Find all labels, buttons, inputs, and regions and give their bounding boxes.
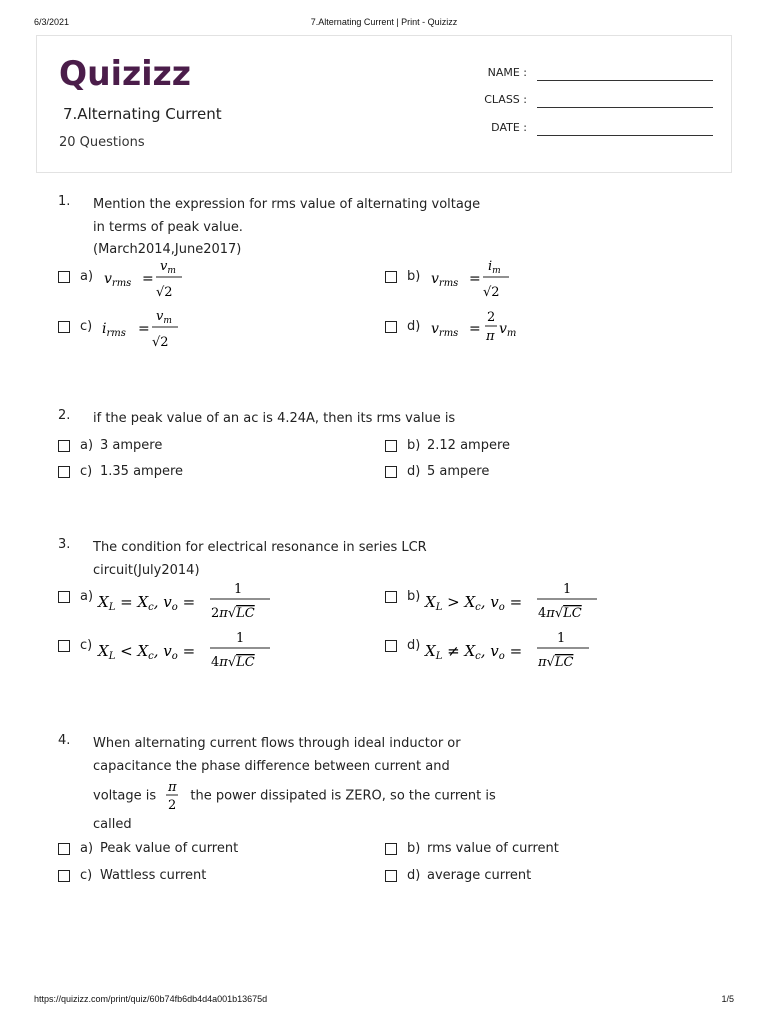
question-text xyxy=(93,408,593,431)
fraction-pi-over-2 xyxy=(162,778,184,814)
question-line: When alternating current flows through ideal inductor or xyxy=(93,736,461,751)
question-line: called xyxy=(93,817,132,832)
class-line[interactable] xyxy=(537,107,713,108)
svg-text:=: = xyxy=(138,321,150,337)
checkbox[interactable] xyxy=(385,591,397,603)
formula-xl-gt-xc-4pi xyxy=(425,583,615,627)
svg-text:2: 2 xyxy=(487,310,496,325)
question-text xyxy=(93,733,513,837)
question-fragment: voltage is xyxy=(93,788,157,804)
print-url: https://quizizz.com/print/quiz/60b74fb6db4d4a001b13675d xyxy=(34,994,268,1004)
option-letter: d) xyxy=(407,868,421,883)
svg-text:π: π xyxy=(486,329,495,344)
svg-text:4π√LC: 4π√LC xyxy=(538,606,582,621)
option-text: 3 ampere xyxy=(100,438,163,453)
class-label: CLASS : xyxy=(484,93,527,106)
option-letter: a) xyxy=(80,438,94,453)
option-text: Peak value of current xyxy=(100,841,239,856)
date-label: DATE : xyxy=(491,121,527,134)
svg-text:=: = xyxy=(469,271,481,287)
question-number: 2. xyxy=(58,408,71,423)
name-label: NAME : xyxy=(487,66,527,79)
question-count: 20 Questions xyxy=(59,135,145,150)
question-line: (March2014,June2017) xyxy=(93,242,242,257)
option-text: rms value of current xyxy=(427,841,559,856)
print-footer xyxy=(34,994,734,1008)
option-letter: b) xyxy=(407,841,421,856)
checkbox[interactable] xyxy=(58,843,70,855)
question-line: The condition for electrical resonance in series LCR xyxy=(93,540,427,555)
page-number: 1/5 xyxy=(721,994,734,1004)
name-field[interactable] xyxy=(477,66,713,84)
quiz-header-card xyxy=(36,35,732,173)
option-text: 5 ampere xyxy=(427,464,490,479)
svg-text:√2: √2 xyxy=(483,285,500,300)
question-line: if the peak value of an ac is 4.24A, then its rms value is xyxy=(93,411,456,426)
svg-text:vm: $v_m$ xyxy=(160,259,176,276)
option-letter: a) xyxy=(80,841,94,856)
svg-text:vm: $v_m$ xyxy=(499,321,517,339)
option-text: 2.12 ampere xyxy=(427,438,511,453)
option-text: average current xyxy=(427,868,532,883)
svg-text:XL < Xc, vo =: $X_L < X_c$, $v_o$ = xyxy=(98,642,196,662)
checkbox[interactable] xyxy=(58,440,70,452)
question-number: 4. xyxy=(58,733,71,748)
print-title: 7.Alternating Current | Print - Quizizz xyxy=(310,17,458,27)
quizizz-logo xyxy=(59,52,199,92)
checkbox[interactable] xyxy=(58,640,70,652)
option-letter: c) xyxy=(80,868,93,883)
svg-text:π√LC: π√LC xyxy=(538,655,574,670)
option-letter: b) xyxy=(407,269,421,284)
checkbox[interactable] xyxy=(58,321,70,333)
checkbox[interactable] xyxy=(58,591,70,603)
class-field[interactable] xyxy=(477,93,713,111)
option-letter: c) xyxy=(80,638,93,653)
question-number: 3. xyxy=(58,537,71,552)
option-letter: a) xyxy=(80,269,94,284)
svg-text:vrms: $v_{rms}$ xyxy=(431,321,459,339)
svg-text:vrms: $v_{rms}$ xyxy=(104,271,132,289)
print-date: 6/3/2021 xyxy=(34,17,70,27)
option-letter: d) xyxy=(407,464,421,479)
svg-text:XL = Xc, vo =: $X_L = X_c$, $v_o$ = xyxy=(98,593,196,613)
option-letter: c) xyxy=(80,464,93,479)
checkbox[interactable] xyxy=(58,466,70,478)
quiz-title: 7.Alternating Current xyxy=(63,105,222,123)
formula-irms-vm-sqrt2 xyxy=(98,309,208,357)
svg-text:=: = xyxy=(469,321,481,337)
checkbox[interactable] xyxy=(385,271,397,283)
question-line: capacitance the phase difference between current and xyxy=(93,758,450,774)
svg-text:=: = xyxy=(142,271,154,287)
question-line-with-fraction xyxy=(93,778,513,814)
svg-text:irms: $i_{rms}$ xyxy=(102,321,126,339)
date-line[interactable] xyxy=(537,135,713,136)
checkbox[interactable] xyxy=(58,870,70,882)
formula-xl-lt-xc-4pi xyxy=(98,632,288,676)
question-number: 1. xyxy=(58,194,71,209)
svg-text:√2: √2 xyxy=(156,285,173,300)
svg-text:XL ≠ Xc, vo =: $X_L \ne X_c$, $v_o$ = xyxy=(425,642,523,662)
quizizz-logo-text: Quizizz xyxy=(59,54,191,92)
svg-text:im: $i_m$ xyxy=(488,259,501,276)
option-text: Wattless current xyxy=(100,868,207,883)
checkbox[interactable] xyxy=(385,321,397,333)
formula-vrms-2-pi-vm xyxy=(425,310,535,357)
option-letter: d) xyxy=(407,638,421,653)
option-letter: a) xyxy=(80,589,94,604)
formula-vrms-vm-sqrt2 xyxy=(98,259,208,307)
svg-text:2π√LC: 2π√LC xyxy=(211,606,255,621)
svg-text:1: 1 xyxy=(557,631,566,646)
question-fragment: the power dissipated is ZERO, so the current is xyxy=(190,788,496,804)
question-line: in terms of peak value. xyxy=(93,219,243,235)
svg-text:4π√LC: 4π√LC xyxy=(211,655,255,670)
svg-text:π: π xyxy=(168,780,177,795)
checkbox[interactable] xyxy=(58,271,70,283)
svg-text:√2: √2 xyxy=(152,335,169,350)
option-text: 1.35 ampere xyxy=(100,464,184,479)
checkbox[interactable] xyxy=(385,466,397,478)
option-letter: c) xyxy=(80,319,93,334)
option-letter: b) xyxy=(407,438,421,453)
checkbox[interactable] xyxy=(385,870,397,882)
checkbox[interactable] xyxy=(385,440,397,452)
svg-text:1: 1 xyxy=(234,582,243,597)
question-text xyxy=(93,537,513,582)
svg-text:2: 2 xyxy=(168,798,177,813)
question-line: Mention the expression for rms value of alternating voltage xyxy=(93,197,481,212)
print-header xyxy=(34,17,734,31)
svg-text:1: 1 xyxy=(563,582,572,597)
svg-text:1: 1 xyxy=(236,631,245,646)
date-field[interactable] xyxy=(477,121,713,139)
formula-xl-eq-xc-2pi xyxy=(98,583,288,627)
svg-text:vrms: $v_{rms}$ xyxy=(431,271,459,289)
option-letter: d) xyxy=(407,319,421,334)
checkbox[interactable] xyxy=(385,843,397,855)
checkbox[interactable] xyxy=(385,640,397,652)
svg-text:XL > Xc, vo =: $X_L > X_c$, $v_o$ = xyxy=(425,593,523,613)
option-letter: b) xyxy=(407,589,421,604)
formula-vrms-im-sqrt2 xyxy=(425,259,535,307)
name-line[interactable] xyxy=(537,80,713,81)
formula-xl-neq-xc-pi xyxy=(425,632,615,676)
question-text xyxy=(93,194,513,262)
question-line: circuit(July2014) xyxy=(93,562,200,578)
svg-text:vm: $v_m$ xyxy=(156,309,172,326)
